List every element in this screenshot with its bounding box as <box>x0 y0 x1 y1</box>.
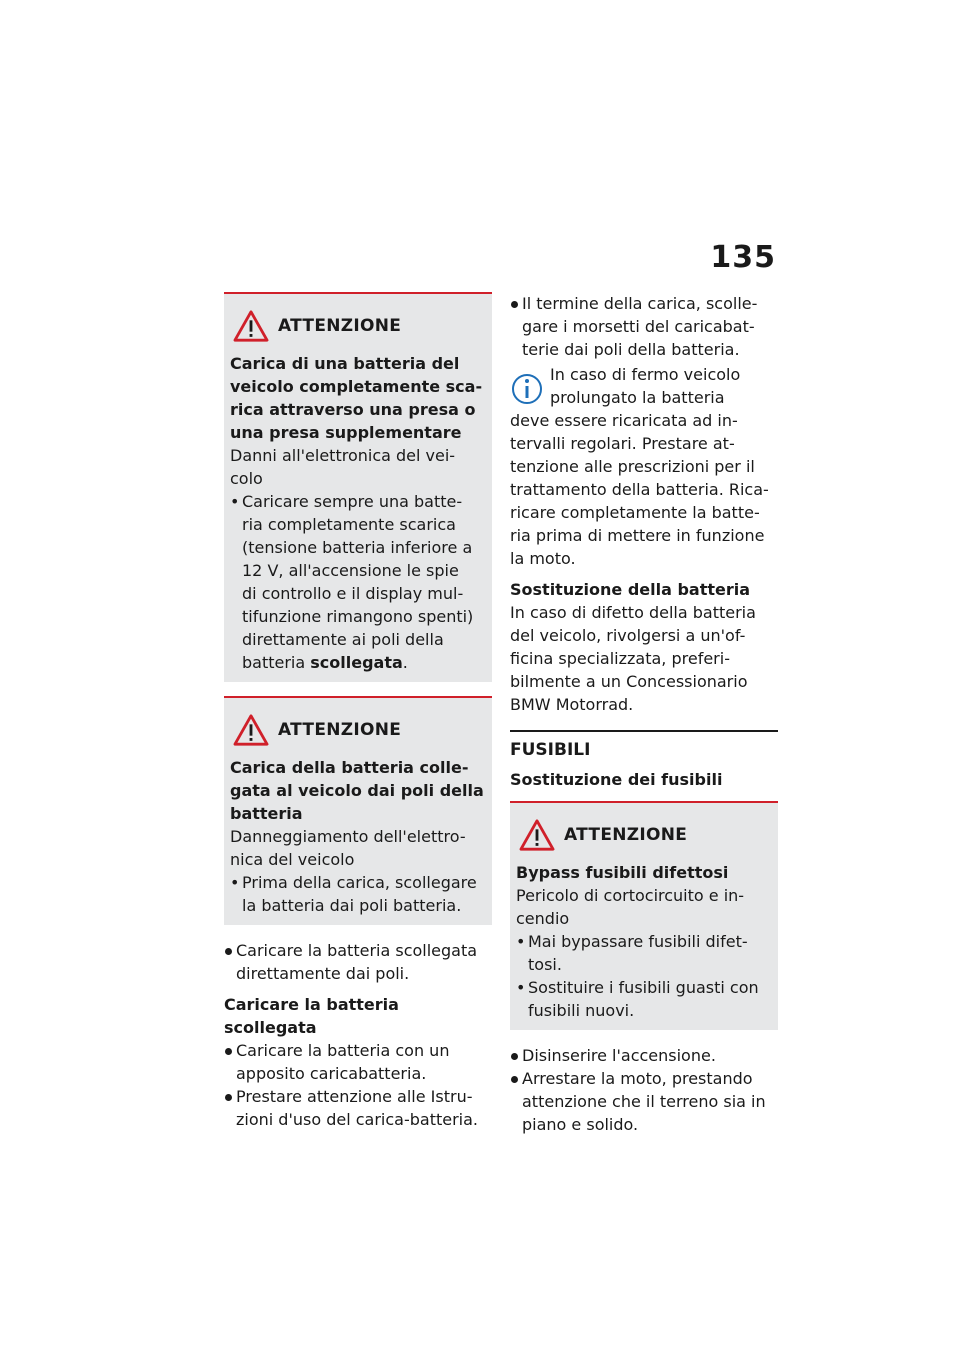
text-line: del veicolo, rivolgersi a un'of- <box>510 626 746 645</box>
text-line: Prestare attenzione alle Istru- <box>236 1087 473 1106</box>
text-line: direttamente dai poli. <box>236 964 410 983</box>
text-line: In caso di difetto della batteria <box>510 603 756 622</box>
text-line: la batteria dai poli batteria. <box>242 896 462 915</box>
text-line: In caso di fermo veicolo <box>550 365 741 384</box>
text-line: cendio <box>516 909 570 928</box>
warning-consequence <box>516 884 772 930</box>
text-line: Caricare la batteria con un <box>236 1041 450 1060</box>
text-line: • Sostituire i fusibili guasti con <box>528 978 759 997</box>
text-line: tenzione alle prescrizioni per il <box>510 457 755 476</box>
text-line: • Mai bypassare fusibili difet- <box>528 932 748 951</box>
text-line: ficina specializzata, preferi- <box>510 649 730 668</box>
text-line: • Caricare sempre una batte- <box>242 492 463 511</box>
text-line: tervalli regolari. Prestare at- <box>510 434 735 453</box>
warning-header <box>230 308 486 344</box>
step-item <box>224 1085 492 1131</box>
text-line: • Prima della carica, scollegare <box>242 873 477 892</box>
section-title: FUSIBILI <box>510 740 591 760</box>
step-item <box>510 1044 778 1067</box>
section-heading: Caricare la batteria scollegata <box>224 995 399 1037</box>
warning-subtitle <box>516 861 772 884</box>
warning-consequence <box>230 825 486 871</box>
text-line: di controllo e il display mul- <box>242 584 464 603</box>
warning-bullet <box>516 930 772 976</box>
info-icon <box>510 367 544 407</box>
text-line: ricare completamente la batte- <box>510 503 760 522</box>
text-span: . <box>402 653 408 672</box>
text-line: nica del veicolo <box>230 850 355 869</box>
warning-subtitle <box>230 352 486 444</box>
text-line: piano e solido. <box>522 1115 639 1134</box>
warning-subtitle <box>230 756 486 825</box>
text-line: veicolo completamente sca- <box>230 377 483 396</box>
text-line: attenzione che il terreno sia in <box>522 1092 766 1111</box>
text-line: una presa supplementare <box>230 423 462 442</box>
text-line: Il termine della carica, scolle- <box>522 294 758 313</box>
text-line: gata al veicolo dai poli della <box>230 781 484 800</box>
warning-triangle-icon <box>232 309 270 343</box>
text-line: fusibili nuovi. <box>528 1001 635 1020</box>
warning-title: ATTENZIONE <box>564 825 688 845</box>
step-item <box>224 939 492 985</box>
warning-triangle-icon <box>232 713 270 747</box>
text-line: Carica della batteria colle- <box>230 758 469 777</box>
text-line: tosi. <box>528 955 562 974</box>
step-item <box>224 1039 492 1085</box>
emphasis-text: scollegata <box>310 653 403 672</box>
text-line: ria prima di mettere in funzione <box>510 526 765 545</box>
section-heading: Sostituzione della batteria <box>510 580 751 599</box>
text-line: 12 V, all'accensione le spie <box>242 561 459 580</box>
warning-bullet <box>230 871 486 917</box>
right-column <box>510 292 778 1136</box>
text-line: batteria <box>230 804 303 823</box>
text-line: (tensione batteria inferiore a <box>242 538 473 557</box>
text-line: ria completamente scarica <box>242 515 456 534</box>
text-line: Caricare la batteria scollegata <box>236 941 478 960</box>
text-line: Disinserire l'accensione. <box>522 1046 716 1065</box>
info-note <box>510 363 778 570</box>
warning-box-charge-discharged <box>224 292 492 682</box>
text-line: prolungato la batteria <box>550 388 725 407</box>
page-number: 135 <box>710 240 776 275</box>
left-column <box>224 292 492 1131</box>
step-item <box>510 1067 778 1136</box>
warning-title: ATTENZIONE <box>278 316 402 336</box>
warning-header <box>516 817 772 853</box>
paragraph <box>510 601 778 716</box>
text-line: Carica di una batteria del <box>230 354 460 373</box>
text-line: zioni d'uso del carica-batteria. <box>236 1110 479 1129</box>
section-heading: Sostituzione dei fusibili <box>510 770 723 789</box>
text-line: la moto. <box>510 549 576 568</box>
text-span: batteria <box>242 653 311 672</box>
text-line: Arrestare la moto, prestando <box>522 1069 753 1088</box>
section-divider <box>510 730 778 732</box>
text-line: apposito caricabatteria. <box>236 1064 427 1083</box>
text-line: Danneggiamento dell'elettro- <box>230 827 466 846</box>
text-line <box>242 651 486 674</box>
text-line: Pericolo di cortocircuito e in- <box>516 886 745 905</box>
warning-header <box>230 712 486 748</box>
text-line: terie dai poli della batteria. <box>522 340 740 359</box>
text-line: BMW Motorrad. <box>510 695 634 714</box>
text-line: tifunzione rimangono spenti) <box>242 607 474 626</box>
warning-consequence <box>230 444 486 490</box>
text-line: trattamento della batteria. Rica- <box>510 480 769 499</box>
warning-box-fuses <box>510 801 778 1030</box>
text-line: rica attraverso una presa o <box>230 400 476 419</box>
text-line: bilmente a un Concessionario <box>510 672 748 691</box>
warning-box-charge-connected <box>224 696 492 925</box>
text-line: Danni all'elettronica del vei- <box>230 446 456 465</box>
step-item <box>510 292 778 361</box>
warning-triangle-icon <box>518 818 556 852</box>
text-line: deve essere ricaricata ad in- <box>510 411 738 430</box>
warning-bullet <box>230 490 486 674</box>
text-line: Bypass fusibili difettosi <box>516 863 729 882</box>
text-line: colo <box>230 469 263 488</box>
text-line: gare i morsetti del caricabat- <box>522 317 755 336</box>
text-line: direttamente ai poli della <box>242 630 444 649</box>
warning-title: ATTENZIONE <box>278 720 402 740</box>
warning-bullet <box>516 976 772 1022</box>
